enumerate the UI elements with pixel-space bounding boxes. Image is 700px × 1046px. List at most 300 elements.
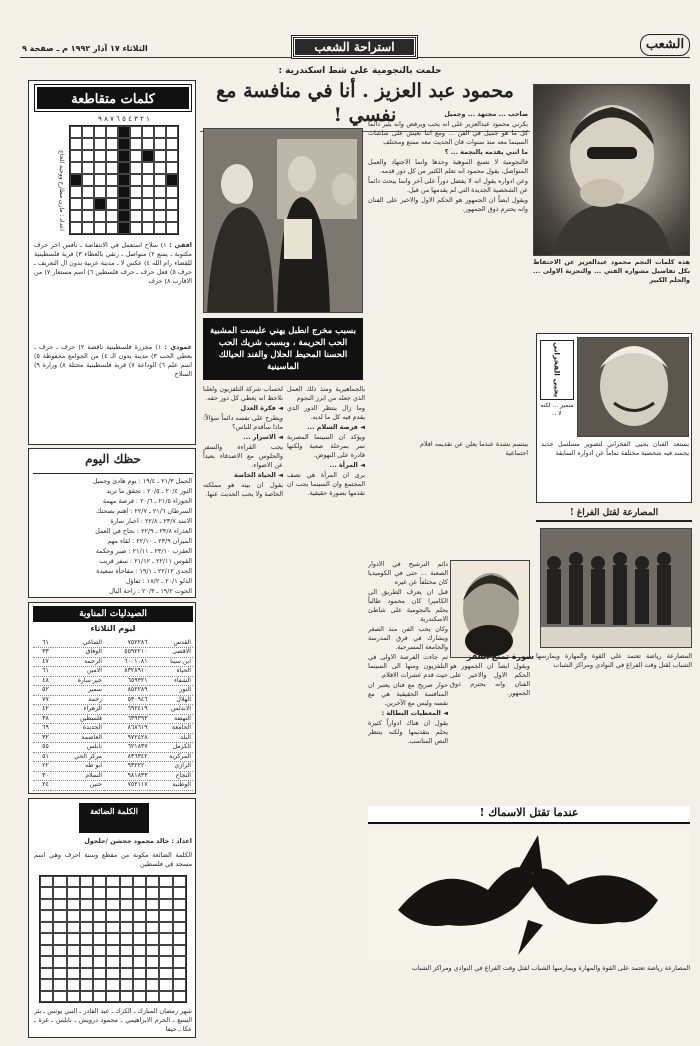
- crossword-cell[interactable]: [94, 138, 106, 150]
- horoscope-item: الجوزاء ٢١/٥ ـ ٢٠/٦ : فرصة مهمة: [102, 497, 192, 505]
- crossword-box: [28, 80, 196, 445]
- lost-word-cell: [120, 968, 133, 979]
- lost-word-cell: [133, 910, 146, 921]
- fish-illustration: [368, 830, 690, 960]
- lost-word-cell: [67, 991, 80, 1002]
- article-photo-caption: يبتسم بشدة عندما يعلن عن تقديمه افلام اجتماعية: [420, 440, 528, 457]
- lost-word-cell: [53, 899, 66, 910]
- fakhrani-name: يحيى الفخراني: [552, 342, 562, 398]
- pharmacy-row: [33, 714, 193, 724]
- lost-word-cell: [146, 899, 159, 910]
- clues-down-text: ١) مجزرة فلسطينية ناقصة ٢) حرف ـ حرف ـ يعطي الحب ٣) مدينة بدون الـ ٤) من الجوامع محفوظة ٥) اسم علم ٦) الوداعة ٧) قرية فلسطينية محتلة ٨) وزارة ٩) السلاح: [34, 343, 192, 378]
- horoscope-item: الميزان ٢٣/٩ ـ ٢٢/١٠ : لقاء مهم: [107, 537, 192, 545]
- crossword-cell[interactable]: [130, 150, 142, 162]
- horoscope-list: [34, 477, 192, 597]
- pharmacy-cell: الصاغي: [51, 638, 104, 648]
- pharmacy-row: [33, 762, 193, 772]
- crossword-cell[interactable]: [130, 138, 142, 150]
- pharmacy-cell: الاقصى: [150, 648, 193, 658]
- crossword-cell[interactable]: [142, 138, 154, 150]
- lost-word-cell: [120, 979, 133, 990]
- fakhrani-text: يستعد الفنان يحيى الفخراني لتصوير مسلسل جديد يجسد فيه شخصية مختلفة تماماً عن ادواره السابقة: [541, 440, 689, 457]
- lost-word-cell: [93, 956, 106, 967]
- pharmacy-cell: الجديدة: [51, 724, 104, 734]
- pharmacy-cell: الجامعة: [150, 724, 193, 734]
- pharmacies-table: [33, 638, 193, 791]
- pharmacy-row: [33, 657, 193, 667]
- crossword-cell[interactable]: [130, 126, 142, 138]
- lost-word-cell: [40, 899, 53, 910]
- crossword-cell[interactable]: [82, 186, 94, 198]
- crossword-cell[interactable]: [142, 126, 154, 138]
- lost-word-cell: [146, 876, 159, 887]
- crossword-cell[interactable]: [154, 210, 166, 222]
- pharmacy-cell: ٦١: [33, 638, 51, 648]
- pharmacy-cell: ٣٢: [33, 733, 51, 743]
- crossword-cell[interactable]: [130, 186, 142, 198]
- lost-word-cell: [93, 991, 106, 1002]
- crossword-cell[interactable]: [94, 162, 106, 174]
- pharmacy-cell: سمير: [51, 686, 104, 696]
- pharmacy-cell: ٦٥٩٣٢١: [104, 676, 150, 686]
- lost-word-cell: [40, 933, 53, 944]
- lost-word-cell: [67, 933, 80, 944]
- horoscope-item: الثور ٢٠/٤ ـ ٢٠/٥ : تحقق ما تريد: [106, 487, 192, 495]
- pharmacy-cell: الشفاء: [150, 676, 193, 686]
- pharmacy-cell: الرازي: [150, 762, 193, 772]
- lost-word-cell: [40, 876, 53, 887]
- lost-word-cell: [106, 933, 119, 944]
- paragraph: ◄ الحياة الخاصة: [234, 471, 283, 479]
- pharmacy-cell: ٦٣٩٣٩٣: [104, 714, 150, 724]
- lost-word-cell: [53, 945, 66, 956]
- newspaper-logo: الشعب: [640, 34, 690, 56]
- pharmacies-subtitle: ليوم الثلاثاء: [90, 624, 136, 633]
- crossword-cell[interactable]: [166, 150, 178, 162]
- lost-word-cell: [120, 899, 133, 910]
- lost-word-cell: [93, 979, 106, 990]
- crossword-cell[interactable]: [130, 162, 142, 174]
- paragraph: ◄ الاسرار ...: [243, 433, 283, 441]
- lost-word-footer: شهر رمضان المبارك ـ الكرك ـ عبد القادر ـ النبي يونس ـ بئر السبع ـ الحرم الابراهيمي ـ محمود درويش ـ نابلس ـ غزة ـ عكا ـ حيفا: [34, 1007, 192, 1033]
- crossword-cell[interactable]: [70, 186, 82, 198]
- lost-word-cell: [80, 910, 93, 921]
- lost-word-cell: [173, 933, 186, 944]
- pharmacy-cell: ٩٨١٨٣٣: [104, 771, 150, 781]
- crossword-cell[interactable]: [118, 198, 130, 210]
- crossword-cell[interactable]: [82, 210, 94, 222]
- crossword-cell[interactable]: [94, 186, 106, 198]
- crossword-cell[interactable]: [166, 138, 178, 150]
- crossword-cell[interactable]: [70, 198, 82, 210]
- crossword-cell[interactable]: [70, 210, 82, 222]
- crossword-cell[interactable]: [70, 162, 82, 174]
- lost-word-cell: [173, 910, 186, 921]
- group-photo-icon: [203, 129, 362, 313]
- paragraph: يرى ان المرأة هي نصف المجتمع وان السينما يجب ان تقدمها بصورة حقيقية.: [287, 471, 365, 497]
- paragraph: حوار صريح مع فنان يعتبر ان المنافسة الحقيقية هي مع نفسه وليس مع الآخرين.: [368, 681, 448, 707]
- article-column-4: [203, 385, 283, 1035]
- pharmacy-cell: الاندلس: [150, 705, 193, 715]
- lost-word-cell: [93, 922, 106, 933]
- crossword-cell[interactable]: [106, 186, 118, 198]
- article-headline: محمود عبد العزيز . أنا في منافسة مع نفسي !: [200, 80, 530, 132]
- pharmacy-row: [33, 724, 193, 734]
- lost-word-cell: [120, 910, 133, 921]
- lost-word-cell: [133, 945, 146, 956]
- pharmacy-cell: ٦٢١٨٣٧: [104, 743, 150, 753]
- lost-word-cell: [120, 887, 133, 898]
- wrestling-photo: [540, 528, 692, 648]
- paragraph: وما زال ينتظر الدور الذي يقدم فيه كل ما لديه.: [287, 404, 365, 421]
- lost-word-cell: [173, 968, 186, 979]
- lost-word-cell: [53, 933, 66, 944]
- crossword-cell[interactable]: [154, 198, 166, 210]
- crossword-cell[interactable]: [70, 126, 82, 138]
- pharmacy-cell: ٥٥٩٢٢١٠: [104, 648, 150, 658]
- clues-across-label: افقي :: [169, 241, 192, 249]
- lost-word-cell: [106, 956, 119, 967]
- pharmacy-cell: ٧٧: [33, 695, 51, 705]
- crossword-cell[interactable]: [130, 174, 142, 186]
- crossword-cell[interactable]: [142, 162, 154, 174]
- paragraph: ويقول ايضاً ان الجمهور هو الحكم الاول والاخير على الفنان وانه يحترم ذوق الجمهور.: [368, 196, 528, 213]
- pharmacy-cell: الامين: [51, 667, 104, 677]
- pharmacy-cell: ٢٤: [33, 781, 51, 791]
- paragraph: قبل ان يعرف الطريق الى الكاميرا كان محمود طالباً يحلم بالنجومية على شاطئ الاسكندرية: [368, 588, 448, 623]
- lost-word-cell: [106, 876, 119, 887]
- pharmacy-cell: ٣٠: [33, 771, 51, 781]
- pharmacy-cell: ٥٥: [33, 743, 51, 753]
- crossword-cell[interactable]: [118, 150, 130, 162]
- wrestling-title: المصارعة لقتل الفراغ !: [536, 508, 692, 522]
- lost-word-cell: [53, 991, 66, 1002]
- crossword-cell[interactable]: [166, 186, 178, 198]
- crossword-cell[interactable]: [94, 210, 106, 222]
- pharmacy-row: [33, 676, 193, 686]
- pharmacy-cell: السلام: [51, 771, 104, 781]
- crossword-cell[interactable]: [94, 126, 106, 138]
- pharmacy-cell: ابو طه: [51, 762, 104, 772]
- pharmacy-cell: ٧٥٢١١٧: [104, 781, 150, 791]
- pharmacy-row: [33, 705, 193, 715]
- lost-word-cell: [133, 956, 146, 967]
- pharmacy-cell: ٩٣٢٢٢٠: [104, 762, 150, 772]
- crossword-cell[interactable]: [106, 150, 118, 162]
- lost-word-cell: [67, 899, 80, 910]
- lost-word-cell: [40, 887, 53, 898]
- crossword-cell[interactable]: [118, 174, 130, 186]
- lost-word-cell: [80, 991, 93, 1002]
- lost-word-cell: [133, 922, 146, 933]
- crossword-cell[interactable]: [82, 150, 94, 162]
- paragraph: يقول ان هناك ادواراً كثيرة يحلم بتقديمها ولكنه ينتظر النص المناسب.: [368, 719, 448, 745]
- crossword-cell[interactable]: [166, 210, 178, 222]
- clues-down-label: عمودي :: [164, 343, 192, 351]
- pharmacy-row: [33, 695, 193, 705]
- lost-word-cell: [159, 876, 172, 887]
- lost-word-cell: [159, 968, 172, 979]
- crossword-cell[interactable]: [166, 198, 178, 210]
- lost-word-cell: [133, 979, 146, 990]
- crossword-cell[interactable]: [118, 162, 130, 174]
- crossword-cell[interactable]: [106, 198, 118, 210]
- paragraph: فالنجومية لا تصنع الموهبة وحدها وانما الاجتهاد والعمل المتواصل، يقول محمود انه تعلم الكثير من كل دور قدمه.: [368, 158, 528, 175]
- lost-word-cell: [106, 945, 119, 956]
- crossword-cell[interactable]: [106, 162, 118, 174]
- lost-word-cell: [146, 933, 159, 944]
- pharmacy-cell: الهلال: [150, 695, 193, 705]
- paragraph: ◄ فكرة العدل: [240, 404, 283, 412]
- lost-word-cell: [106, 968, 119, 979]
- paragraph: لحساب شركة التلفزيون ولعلنا نلاحظ انه يعطي كل دور حقه.: [203, 385, 283, 402]
- lost-word-cell: [106, 899, 119, 910]
- crossword-cell[interactable]: [82, 174, 94, 186]
- lost-word-cell: [133, 899, 146, 910]
- paragraph: ◄ المرأة ...: [329, 461, 365, 469]
- pharmacy-cell: الحياة: [150, 667, 193, 677]
- horoscope-item: الجدي ٢٢/١٢ ـ ١٩/١ : مفاجأة سعيدة: [96, 567, 192, 575]
- lost-word-cell: [173, 956, 186, 967]
- clues-across-text: ١) سلاح استعمل في الانتفاضة ـ نافس اخر حرف مكتوبة ـ يمنع ٢) متواصل ـ رتقي بالعطاء ٣) قرية فلسطينية للقضاء رام الله ٤) عكس لا ـ مدينة عربية بدون ال التعريف ـ حرف ٥) فعل حرف ـ حرف فلسطين ٦) اسم مستعار ٧) من الاقارب ٨) حرف: [34, 241, 192, 285]
- lost-word-cell: [159, 899, 172, 910]
- lost-word-cell: [120, 956, 133, 967]
- lost-word-cell: [53, 968, 66, 979]
- pharmacy-cell: ٦٠٠١٠٨١: [104, 657, 150, 667]
- photo-caption-box: بسبب مخرج انطبل يهني عليست المشبية الحب الحريمة ، وبسبب شريك الحب الحسنا المحيط الحلال والفند الحيالك الماسينية: [203, 318, 363, 380]
- pharmacy-cell: ٦٩: [33, 724, 51, 734]
- crossword-cell[interactable]: [166, 174, 178, 186]
- paragraph: ◄ فرصة السلام ...: [307, 423, 365, 431]
- lost-word-cell: [67, 910, 80, 921]
- crossword-cell[interactable]: [130, 198, 142, 210]
- closeup-face-icon: [450, 561, 529, 658]
- lost-word-cell: [93, 876, 106, 887]
- crossword-cell[interactable]: [154, 222, 166, 234]
- lost-word-box: [28, 798, 196, 1038]
- lost-word-cell: [67, 979, 80, 990]
- lost-word-cell: [53, 876, 66, 887]
- lost-word-cell: [80, 922, 93, 933]
- pharmacy-row: [33, 667, 193, 677]
- crossword-cell[interactable]: [154, 126, 166, 138]
- lost-word-cell: [67, 945, 80, 956]
- lost-word-cell: [93, 933, 106, 944]
- lost-word-cell: [173, 876, 186, 887]
- crossword-cell[interactable]: [106, 126, 118, 138]
- crossword-cell[interactable]: [166, 126, 178, 138]
- pharmacy-cell: ٥٣٠٩٤٦: [104, 695, 150, 705]
- pharmacy-row: [33, 686, 193, 696]
- crossword-cell[interactable]: [142, 150, 154, 162]
- crossword-cell[interactable]: [154, 138, 166, 150]
- lost-word-cell: [120, 922, 133, 933]
- crossword-cell[interactable]: [118, 138, 130, 150]
- crossword-cell[interactable]: [106, 210, 118, 222]
- lost-word-instructions: الكلمة الضائعة مكونة من مقطع وستة احرف وهي اسم مسجد في فلسطين: [34, 851, 192, 868]
- pharmacy-cell: ٥٢: [33, 686, 51, 696]
- pharmacy-cell: الوفاق: [51, 648, 104, 658]
- lost-word-cell: [80, 945, 93, 956]
- horoscope-item: الدلو ٢٠/١ ـ ١٨/٢ : تفاؤل: [125, 577, 192, 585]
- portrait-intro-text: هذه كلمات النجم محمود عبدالعزيز عن الاحتفاظ بكل تفاصيل مشواره الفني ... والتجربة الاولى ... والحلم الكبير: [533, 258, 690, 284]
- lost-word-cell: [53, 887, 66, 898]
- crossword-cell[interactable]: [106, 174, 118, 186]
- crossword-cell[interactable]: [70, 222, 82, 234]
- lost-word-cell: [53, 922, 66, 933]
- crossword-cell[interactable]: [154, 162, 166, 174]
- lost-word-cell: [40, 956, 53, 967]
- crossword-cell[interactable]: [94, 150, 106, 162]
- wrestling-text: المصارعة رياضة تعتمد على القوة والمهارة ويمارسها الشباب لقتل وقت الفراغ في النوادي ومراكز الشباب: [536, 652, 692, 669]
- crossword-cell[interactable]: [166, 162, 178, 174]
- horoscope-item: العذراء ٢٣/٨ ـ ٢٢/٩ : نجاح في العمل: [95, 527, 192, 535]
- crossword-cell[interactable]: [166, 222, 178, 234]
- paragraph: ويؤكد ان السينما المصرية تمر بمرحلة صعبة ولكنها قادرة على النهوض.: [287, 433, 365, 459]
- pharmacy-cell: العاصمة: [51, 733, 104, 743]
- fish-fight-icon: [368, 830, 690, 960]
- lost-word-cell: [93, 887, 106, 898]
- lost-word-cell: [80, 899, 93, 910]
- lost-word-cell: [173, 945, 186, 956]
- pharmacy-cell: النجاح: [150, 771, 193, 781]
- lost-word-cell: [173, 922, 186, 933]
- lost-word-cell: [40, 922, 53, 933]
- pharmacy-cell: ٢٢: [33, 762, 51, 772]
- lost-word-cell: [67, 887, 80, 898]
- crossword-cell[interactable]: [154, 174, 166, 186]
- pharmacy-cell: الكرمل: [150, 743, 193, 753]
- lost-word-cell: [146, 887, 159, 898]
- crossword-cell[interactable]: [106, 138, 118, 150]
- lost-word-cell: [133, 887, 146, 898]
- crossword-author: اعداد : مازن مطارح ووجيه الحاج: [58, 150, 65, 231]
- paragraph: ثم جاءت الفرصة الاولى في التلفزيون ومنها الى السينما حيث قدم عشرات الافلام.: [368, 653, 448, 679]
- crossword-cell[interactable]: [82, 162, 94, 174]
- wrestling-group-icon: [540, 529, 691, 648]
- crossword-cell[interactable]: [82, 198, 94, 210]
- crossword-cell[interactable]: [118, 186, 130, 198]
- lost-word-cell: [159, 933, 172, 944]
- crossword-title: كلمات متقاطعة: [35, 85, 191, 111]
- crossword-cell[interactable]: [70, 138, 82, 150]
- lost-word-cell: [173, 991, 186, 1002]
- lost-word-cell: [146, 991, 159, 1002]
- pharmacy-cell: النهضة: [150, 714, 193, 724]
- horoscope-item: القوس ٢٢/١١ ـ ٢١/١٢ : سفر قريب: [99, 557, 192, 565]
- crossword-cell[interactable]: [154, 186, 166, 198]
- crossword-cell[interactable]: [130, 210, 142, 222]
- lost-word-cell: [40, 910, 53, 921]
- crossword-cell[interactable]: [82, 138, 94, 150]
- pharmacy-row: [33, 648, 193, 658]
- lost-word-cell: [67, 922, 80, 933]
- pharmacy-row: [33, 781, 193, 791]
- pharmacies-title: الصيدليات المناوبة: [33, 606, 193, 622]
- crossword-cell[interactable]: [142, 186, 154, 198]
- pharmacy-cell: ٧٥٢٢٨٦: [104, 638, 150, 648]
- pharmacy-cell: خير سارة: [51, 676, 104, 686]
- crossword-cell[interactable]: [94, 222, 106, 234]
- actor-portrait-photo: [533, 84, 690, 256]
- lost-word-cell: [53, 910, 66, 921]
- horoscope-title: حظك اليوم: [33, 452, 193, 474]
- article-kicker: حلمت بالنجومية على شط اسكندرية :: [278, 66, 442, 76]
- crossword-grid[interactable]: [69, 125, 179, 235]
- crossword-cell[interactable]: [142, 210, 154, 222]
- lost-word-cell: [159, 991, 172, 1002]
- lost-word-cell: [80, 979, 93, 990]
- lost-word-cell: [146, 910, 159, 921]
- crossword-cell[interactable]: [94, 198, 106, 210]
- lost-word-cell: [40, 979, 53, 990]
- crossword-cell[interactable]: [118, 126, 130, 138]
- lost-word-cell: [146, 968, 159, 979]
- lost-word-title: الكلمة الضائعة: [79, 803, 149, 833]
- pharmacies-box: [28, 602, 196, 794]
- lost-word-cell: [80, 956, 93, 967]
- crossword-cell[interactable]: [70, 174, 82, 186]
- paragraph: دائم الترشيح في الادوار الصعبة ... حتى في الكوميديا كان مختلفاً عن غيره: [368, 560, 448, 586]
- crossword-cell[interactable]: [82, 126, 94, 138]
- pharmacy-cell: ٤٧: [33, 657, 51, 667]
- lost-word-cell: [67, 956, 80, 967]
- pharmacy-cell: البلد: [150, 733, 193, 743]
- lost-word-cell: [159, 979, 172, 990]
- fakhrani-photo: [577, 337, 689, 437]
- crossword-cell[interactable]: [130, 222, 142, 234]
- lost-word-cell: [40, 968, 53, 979]
- crossword-cell[interactable]: [106, 222, 118, 234]
- crossword-numbers: ١ ٢ ٣ ٤ ٥ ٦ ٧ ٨ ٩: [98, 115, 150, 123]
- pharmacy-cell: ٤٨: [33, 676, 51, 686]
- pharmacy-cell: ٤٢: [33, 705, 51, 715]
- crossword-cell[interactable]: [142, 222, 154, 234]
- crossword-cell[interactable]: [142, 198, 154, 210]
- paragraph: صاحب ... مجتهد ... وجميل: [444, 110, 528, 118]
- pharmacy-cell: ٦٩٢٤١٩: [104, 705, 150, 715]
- event-group-photo: [203, 128, 363, 313]
- pharmacy-cell: المركزية: [150, 752, 193, 762]
- lost-word-cell: [133, 991, 146, 1002]
- lost-word-cell: [106, 979, 119, 990]
- article-column-3: [287, 385, 365, 1035]
- lost-word-cell: [80, 876, 93, 887]
- crossword-cell[interactable]: [82, 222, 94, 234]
- lost-word-cell: [133, 933, 146, 944]
- crossword-cell[interactable]: [118, 210, 130, 222]
- lost-word-author: اعداد : خالد محمود جحشن /حلحول: [84, 837, 192, 845]
- wrestling-subtitle: سورة تمنع القفز: [466, 652, 534, 661]
- crossword-cell[interactable]: [142, 174, 154, 186]
- fakhrani-box: [536, 333, 692, 503]
- horoscope-item: الاسد ٢٣/٧ ـ ٢٢/٨ : اخبار سارة: [110, 517, 192, 525]
- lost-word-grid[interactable]: [39, 875, 187, 1003]
- lost-word-cell: [173, 979, 186, 990]
- crossword-cell[interactable]: [154, 150, 166, 162]
- paragraph: ما انني يقدمه بالنجمة ... ؟: [444, 148, 528, 156]
- lost-word-cell: [53, 956, 66, 967]
- pharmacy-cell: النور: [150, 686, 193, 696]
- crossword-cell[interactable]: [94, 174, 106, 186]
- lost-word-cell: [80, 933, 93, 944]
- pharmacy-cell: نابلس: [51, 743, 104, 753]
- crossword-cell[interactable]: [118, 222, 130, 234]
- lost-word-cell: [120, 991, 133, 1002]
- paragraph: وعن ادواره يقول انه لا يفضل دوراً على آخر وانما يبحث دائماً عن الشخصية الجديدة التي لم يقدمها من قبل.: [368, 177, 528, 194]
- lost-word-cell: [120, 945, 133, 956]
- crossword-cell[interactable]: [70, 150, 82, 162]
